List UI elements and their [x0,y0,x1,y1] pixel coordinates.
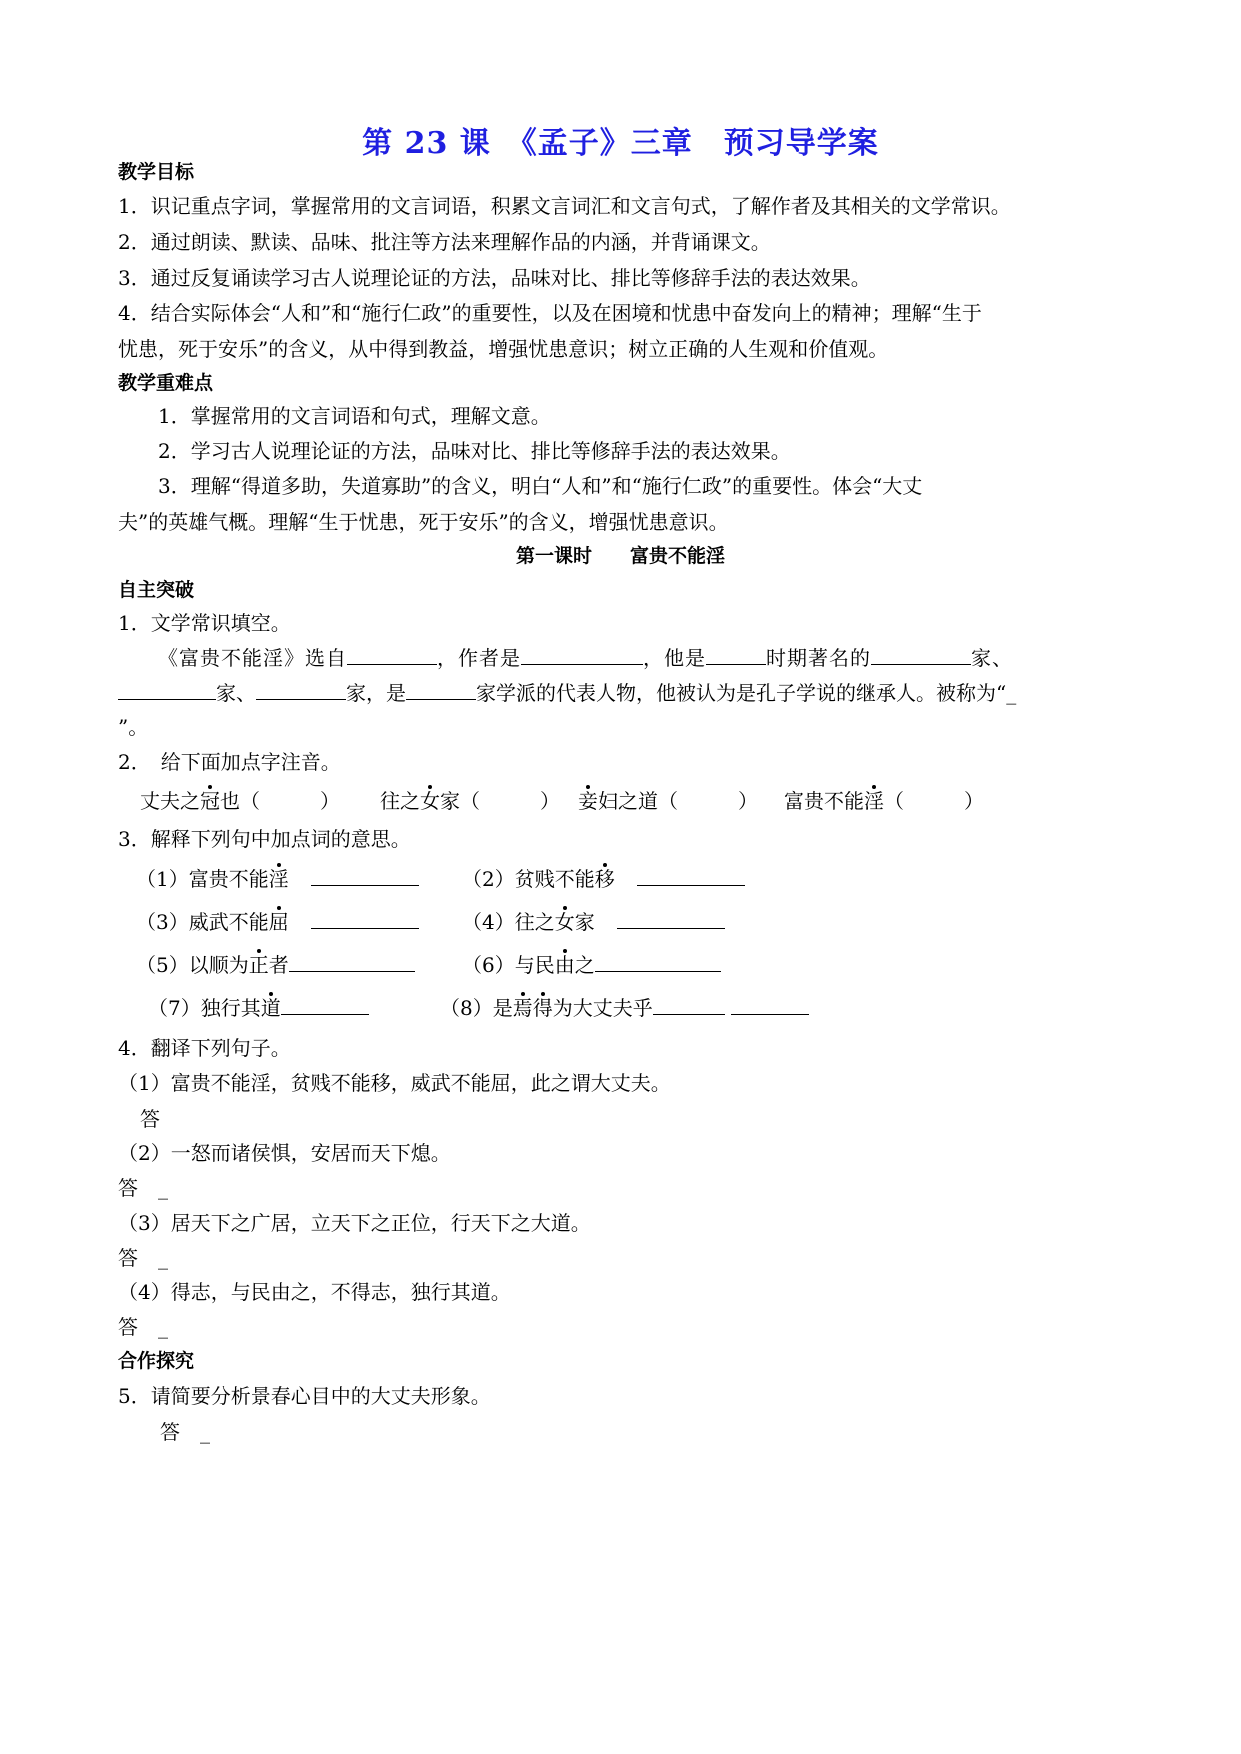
q3-item: （5）以顺为正者 [136,951,415,979]
keypoint-item: 夫”的英雄气概。理解“生于忧患，死于安乐”的含义，增强忧患意识。 [118,510,729,534]
blank-author[interactable] [521,644,643,665]
q3-item: （4）往之女家 [462,908,725,936]
dotted-char: 屈 [268,910,289,934]
question-3-label: 3．解释下列句中加点词的意思。 [118,827,411,851]
translate-item: （1）富贵不能淫，贫贱不能移，威武不能屈，此之谓大丈夫。 [118,1071,671,1095]
page-title: 第 23 课 《孟子》三章 预习导学案 [362,126,879,161]
dotted-char: 淫 [268,867,289,891]
self-study-heading: 自主突破 [118,579,195,601]
keypoint-item: 2．学习古人说理论证的方法，品味对比、排比等修辞手法的表达效果。 [158,439,791,463]
dotted-char: 焉 [512,996,533,1020]
question-5-label: 5．请简要分析景春心目中的大丈夫形象。 [118,1384,491,1408]
blank-role-1[interactable] [871,644,971,665]
q2-item: 妾妇之道（ ） [578,789,758,813]
blank-role-2[interactable] [118,679,216,700]
question-1-label: 1．文学常识填空。 [118,611,291,635]
question-1-line-3: ”。 [118,715,149,739]
dotted-char: 正 [248,953,269,977]
answer-blank[interactable] [281,994,369,1015]
objective-item: 3．通过反复诵读学习古人说理论证的方法，品味对比、排比等修辞手法的表达效果。 [118,266,871,290]
answer-line[interactable]: 答 _ [118,1246,168,1270]
q3-item: （6）与民由之 [462,951,721,979]
blank-source[interactable] [347,644,437,665]
dotted-char: 道 [260,996,281,1020]
keypoint-item: 3．理解“得道多助，失道寡助”的含义，明白“人和”和“施行仁政”的重要性。体会“大丈 [158,474,923,498]
q2-item: 丈夫之冠也（ ） [140,789,340,813]
answer-blank[interactable] [311,865,419,886]
q2-item: 往之女家（ ） [380,789,560,813]
dotted-char: 由 [554,953,575,977]
answer-blank[interactable] [617,908,725,929]
question-1-line-1: 《富贵不能淫》选自 ，作者是 ，他是 时期著名的 家、 [158,646,1013,670]
dotted-char: 得 [532,996,553,1020]
answer-blank[interactable] [311,908,419,929]
dotted-char: 妾 [578,789,598,813]
answer-blank[interactable] [637,865,745,886]
q3-item: （3）威武不能屈 [136,908,419,936]
translate-item: （4）得志，与民由之，不得志，独行其道。 [118,1280,511,1304]
cooperation-heading: 合作探究 [118,1350,195,1372]
q3-item: （2）贫贱不能移 [462,865,745,893]
answer-blank[interactable] [289,951,415,972]
dotted-char: 移 [594,867,615,891]
question-4-label: 4．翻译下列句子。 [118,1036,291,1060]
objective-item: 1．识记重点字词，掌握常用的文言词语，积累文言词汇和文言句式，了解作者及其相关的文学常识。 [118,194,1011,218]
answer-line[interactable]: 答 _ [118,1176,168,1200]
question-1-line-2: 家、 家，是 家学派的代表人物，他被认为是孔子学说的继承人。被称为“_ [118,679,1016,707]
objective-item: 4．结合实际体会“人和”和“施行仁政”的重要性，以及在困境和忧患中奋发向上的精神；理解“生于 [118,301,982,325]
objective-item: 忧患，死于安乐”的含义，从中得到教益，增强忧患意识；树立正确的人生观和价值观。 [118,337,889,361]
q2-item: 富贵不能淫（ ） [784,789,984,813]
answer-line[interactable]: 答 _ [118,1315,168,1339]
lesson-heading: 第一课时 富贵不能淫 [515,545,725,567]
q3-item: （7）独行其道 [148,994,369,1022]
dotted-char: 冠 [200,789,220,813]
keypoint-item: 1．掌握常用的文言词语和句式，理解文意。 [158,404,551,428]
q3-item: （1）富贵不能淫 [136,865,419,893]
keypoints-heading: 教学重难点 [118,372,214,394]
dotted-char: 女 [420,789,440,813]
q3-item: （8）是焉得为大丈夫乎 [440,994,809,1022]
question-2-label: 2． 给下面加点字注音。 [118,750,341,774]
answer-line[interactable]: 答 _ [160,1420,210,1444]
objectives-heading: 教学目标 [118,161,195,183]
translate-item: （2）一怒而诸侯惧，安居而天下熄。 [118,1141,451,1165]
answer-blank[interactable] [731,994,809,1015]
blank-period[interactable] [706,644,766,665]
answer-blank[interactable] [653,994,725,1015]
blank-school[interactable] [406,679,476,700]
translate-item: （3）居天下之广居，立天下之正位，行天下之大道。 [118,1211,591,1235]
dotted-char: 女 [554,910,575,934]
objective-item: 2．通过朗读、默读、品味、批注等方法来理解作品的内涵，并背诵课文。 [118,230,771,254]
blank-role-3[interactable] [256,679,346,700]
answer-line[interactable]: 答 [140,1107,160,1131]
answer-blank[interactable] [595,951,721,972]
dotted-char: 淫 [864,789,884,813]
